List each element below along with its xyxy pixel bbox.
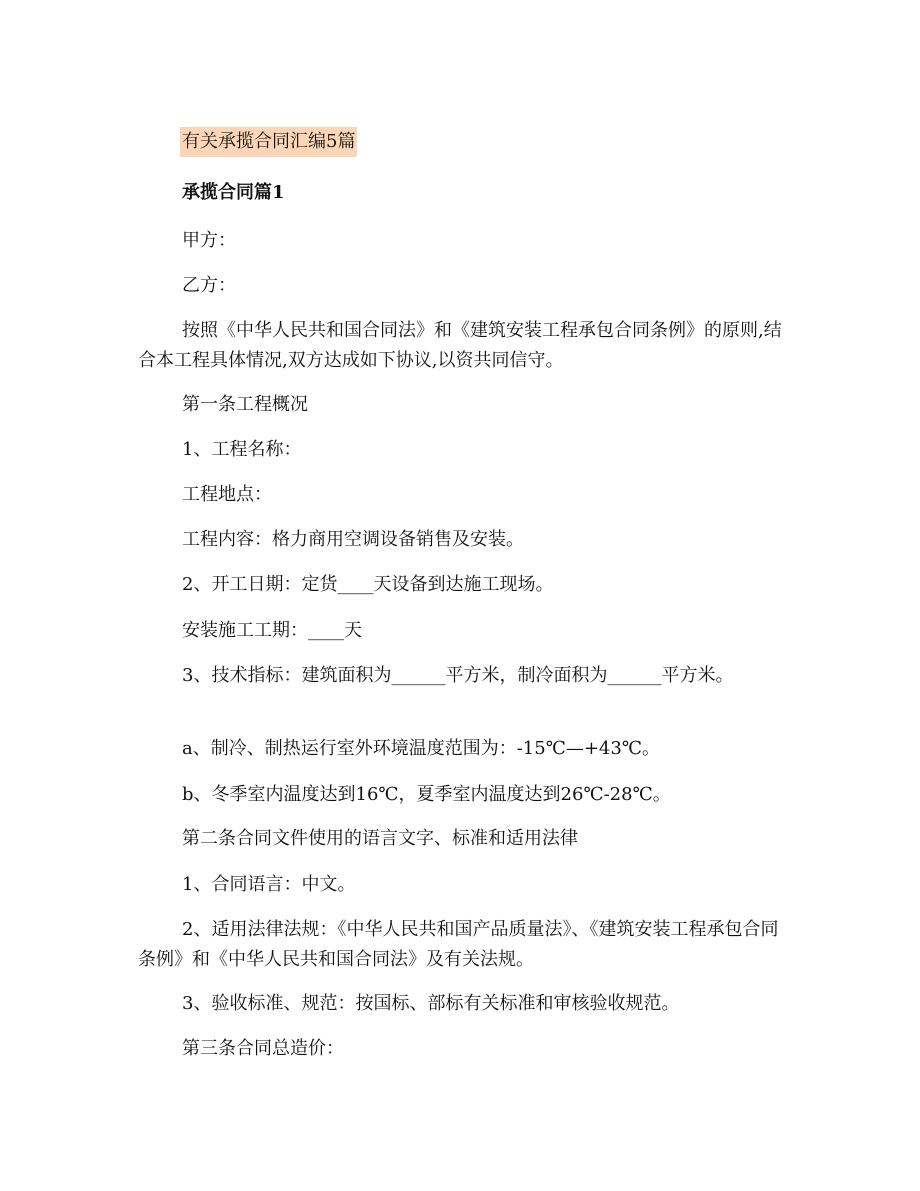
paragraph-project-name: 1、工程名称： (182, 439, 302, 460)
paragraph-contract-language: 1、合同语言：中文。 (182, 874, 356, 895)
paragraph-article-1-heading: 第一条工程概况 (182, 394, 308, 415)
paragraph-article-3-heading: 第三条合同总造价： (182, 1038, 344, 1059)
paragraph-temperature-range: a、制冷、制热运行室外环境温度范围为：-15℃—+43℃。 (182, 738, 660, 759)
paragraph-applicable-laws: 2、适用法律法规：《中华人民共和国产品质量法》、《建筑安装工程承包合同条例》和《中华人民共和国合同法》及有关法规。 (138, 919, 779, 970)
paragraph-party-a: 甲方： (182, 230, 236, 251)
paragraph-project-location: 工程地点： (182, 484, 272, 505)
paragraph-acceptance-standards: 3、验收标准、规范：按国标、部标有关标准和审核验收规范。 (182, 993, 680, 1014)
paragraph-project-content: 工程内容：格力商用空调设备销售及安装。 (182, 529, 524, 550)
document-title: 有关承揽合同汇编5篇 (180, 127, 357, 157)
paragraph-indoor-temperature: b、冬季室内温度达到16℃，夏季室内温度达到26℃-28℃。 (182, 784, 671, 805)
section-title: 承揽合同篇1 (182, 182, 285, 203)
paragraph-preamble: 按照《中华人民共和国合同法》和《建筑安装工程承包合同条例》的原则,结合本工程具体情况,双方达成如下协议,以资共同信守。 (138, 320, 782, 371)
paragraph-party-b: 乙方： (182, 275, 236, 296)
paragraph-technical-specs: 3、技术指标：建筑面积为______平方米，制冷面积为______平方米。 (182, 665, 734, 686)
paragraph-install-period: 安装施工工期：____天 (182, 620, 362, 641)
paragraph-start-date: 2、开工日期：定货____天设备到达施工现场。 (182, 574, 554, 595)
paragraph-article-2-heading: 第二条合同文件使用的语言文字、标准和适用法律 (182, 828, 578, 849)
